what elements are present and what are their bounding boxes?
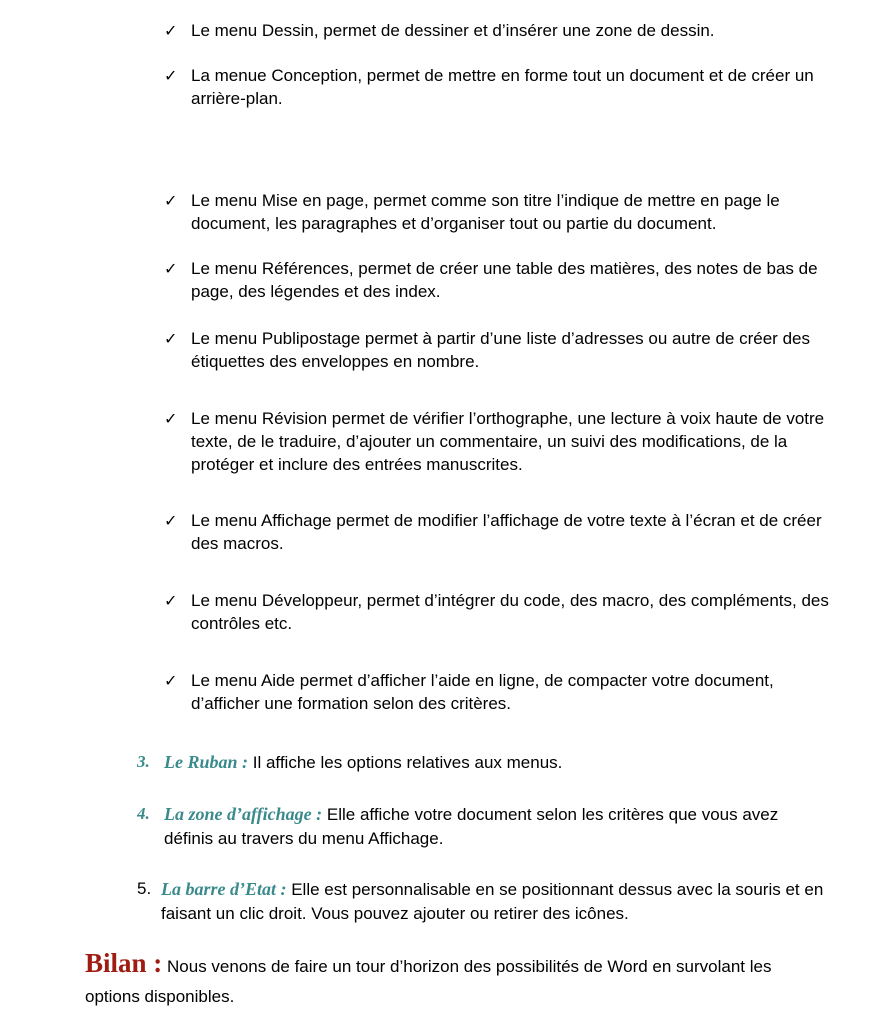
checkmark-icon: ✓ xyxy=(164,259,178,278)
bilan-text: Nous venons de faire un tour d’horizon des possibilités de Word en survolant les options disponibles. xyxy=(85,957,772,1006)
bullet-item xyxy=(164,189,834,235)
item-text: Elle est personnalisable en se positionnant dessus avec la souris et en faisant un clic droit. Vous pouvez ajouter ou retirer des icônes. xyxy=(161,880,824,923)
bullet-text: Le menu Dessin, permet de dessiner et d’insérer une zone de dessin. xyxy=(191,21,715,40)
bullet-item xyxy=(164,327,834,373)
item-text: Il affiche les options relatives aux menus. xyxy=(248,753,563,772)
bullet-text: La menue Conception, permet de mettre en forme tout un document et de créer un arrière-plan. xyxy=(191,66,814,108)
bullet-item xyxy=(164,257,834,303)
checkmark-icon: ✓ xyxy=(164,329,178,348)
bullet-item xyxy=(164,19,834,42)
bullet-item xyxy=(164,509,834,555)
item-term: La barre d’Etat : xyxy=(161,879,287,899)
checkmark-icon: ✓ xyxy=(164,591,178,610)
bullet-text: Le menu Développeur, permet d’intégrer du code, des macro, des compléments, des contrôles etc. xyxy=(191,591,829,633)
checkmark-icon: ✓ xyxy=(164,409,178,428)
item-number: 3. xyxy=(137,752,150,771)
item-number: 4. xyxy=(137,804,150,823)
bullet-text: Le menu Aide permet d’afficher l’aide en ligne, de compacter votre document, d’afficher une formation selon des critères. xyxy=(191,671,774,713)
bullet-text: Le menu Publipostage permet à partir d’une liste d’adresses ou autre de créer des étiquettes des enveloppes en nombre. xyxy=(191,329,810,371)
checkmark-icon: ✓ xyxy=(164,21,178,40)
item-term: Le Ruban : xyxy=(164,752,249,772)
bullet-text: Le menu Affichage permet de modifier l’affichage de votre texte à l’écran et de créer des macros. xyxy=(191,511,822,553)
bilan-paragraph xyxy=(85,948,825,1012)
numbered-item-5 xyxy=(137,877,832,926)
bilan-title: Bilan : xyxy=(85,948,163,978)
checkmark-icon: ✓ xyxy=(164,671,178,690)
item-number: 5. xyxy=(137,879,152,898)
bullet-item xyxy=(164,669,834,715)
bullet-item xyxy=(164,64,834,110)
item-text: Elle affiche votre document selon les critères que vous avez définis au travers du menu Affichage. xyxy=(164,805,779,848)
item-term: La zone d’affichage : xyxy=(164,804,323,824)
checkmark-icon: ✓ xyxy=(164,191,178,210)
bullet-text: Le menu Mise en page, permet comme son titre l’indique de mettre en page le document, les paragraphes et d’organiser tout ou partie du document. xyxy=(191,191,780,233)
bullet-item xyxy=(164,407,834,476)
bullet-text: Le menu Révision permet de vérifier l’orthographe, une lecture à voix haute de votre texte, de le traduire, d’ajouter un commentaire, un suivi des modifications, de la protéger et inclure des entrées manuscrites. xyxy=(191,409,825,474)
numbered-item-4 xyxy=(137,802,827,851)
checkmark-icon: ✓ xyxy=(164,66,178,85)
bullet-item xyxy=(164,589,834,635)
numbered-item-3 xyxy=(137,750,837,775)
checkmark-icon: ✓ xyxy=(164,511,178,530)
bullet-text: Le menu Références, permet de créer une table des matières, des notes de bas de page, des légendes et des index. xyxy=(191,259,818,301)
